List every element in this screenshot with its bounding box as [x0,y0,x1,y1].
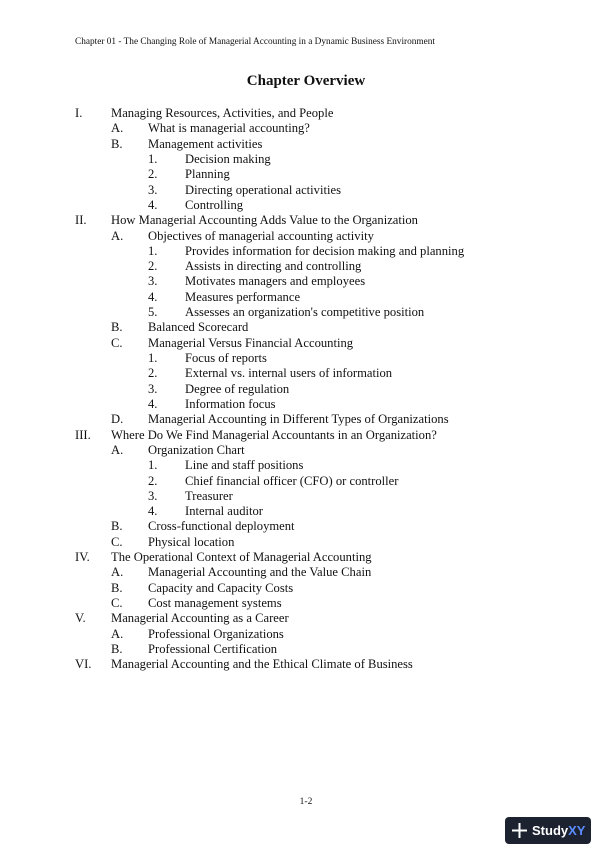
outline-item-level-2 [0,137,612,152]
outline-marker: 4. [148,197,158,212]
outline-text: How Managerial Accounting Adds Value to the Organization [111,213,418,228]
outline-item-level-2 [0,336,612,351]
outline-marker: 4. [148,504,158,519]
outline-item-level-3 [0,351,612,366]
outline-item-level-3 [0,458,612,473]
outline-marker: B. [111,641,123,656]
outline-item-level-3 [0,474,612,489]
outline-item-level-3 [0,366,612,381]
outline-marker: II. [75,213,87,228]
outline-marker: V. [75,611,86,626]
outline-text: Managerial Versus Financial Accounting [148,335,354,350]
outline-marker: III. [75,427,91,442]
outline-text: Organization Chart [148,442,245,457]
page-number: 1-2 [299,797,313,807]
outline-marker: D. [111,412,124,427]
outline-item-level-3 [0,183,612,198]
outline-text: Information focus [185,396,276,411]
outline-item-level-1 [0,106,612,121]
outline-item-level-3 [0,274,612,289]
outline-item-level-1 [0,213,612,228]
outline-text: Cross-functional deployment [148,519,295,534]
outline-item-level-3 [0,244,612,259]
outline-item-level-3 [0,305,612,320]
outline-marker: 4. [148,289,158,304]
outline-text: Line and staff positions [185,458,304,473]
outline-text: Internal auditor [185,504,263,519]
outline-item-level-3 [0,152,612,167]
outline-marker: 2. [148,366,158,381]
outline-item-level-2 [0,565,612,580]
outline-text: Measures performance [185,289,301,304]
outline-item-level-2 [0,627,612,642]
outline-text: Motivates managers and employees [185,274,366,289]
plus-icon [511,822,528,839]
outline-marker: A. [111,228,124,243]
outline-marker: A. [111,121,124,136]
outline-item-level-1 [0,550,612,565]
outline-marker: B. [111,320,123,335]
outline-text: Managerial Accounting and the Value Chain [148,565,372,580]
outline-text: Professional Organizations [148,626,284,641]
outline-marker: B. [111,519,123,534]
running-header: Chapter 01 - The Changing Role of Managerial Accounting in a Dynamic Business Environment [75,37,436,47]
outline-item-level-2 [0,519,612,534]
brand-main: Study [532,823,569,838]
outline-marker: 1. [148,351,158,365]
studyxy-wordmark [532,823,585,838]
outline-text: Balanced Scorecard [148,320,249,335]
outline-marker: 4. [148,396,158,411]
outline-item-level-3 [0,259,612,274]
outline-marker: VI. [75,657,92,672]
outline-marker: 2. [148,167,158,182]
outline-item-level-2 [0,535,612,550]
outline-marker: A. [111,565,124,580]
outline-text: Professional Certification [148,641,278,656]
outline-text: Assesses an organization's competitive position [185,305,425,320]
outline-marker: 3. [148,274,158,289]
outline-text: Managerial Accounting and the Ethical Climate of Business [111,657,413,672]
brand-accent: XY [568,823,586,838]
outline-text: Decision making [185,151,271,166]
outline-text: Management activities [148,136,263,151]
outline-item-level-3 [0,397,612,412]
outline-item-level-3 [0,290,612,305]
outline-text: Provides information for decision making and planning [185,243,465,258]
outline-marker: C. [111,335,123,350]
outline-text: Managing Resources, Activities, and People [111,106,334,120]
outline-item-level-3 [0,489,612,504]
outline-marker: 1. [148,151,158,166]
outline-item-level-1 [0,428,612,443]
outline-marker: 5. [148,305,158,320]
outline-marker: 3. [148,488,158,503]
outline-item-level-2 [0,443,612,458]
outline-item-level-2 [0,412,612,427]
outline-marker: C. [111,596,123,610]
outline-marker: B. [111,136,123,151]
outline-text: Focus of reports [185,351,267,365]
outline-marker: I. [75,106,83,120]
outline-item-level-2 [0,642,612,657]
outline-item-level-2 [0,320,612,335]
outline-text: Cost management systems [148,596,282,610]
outline-text: Degree of regulation [185,381,290,396]
outline-marker: A. [111,442,124,457]
outline-text: Physical location [148,534,235,549]
outline-marker: A. [111,626,124,641]
outline-text: Directing operational activities [185,182,341,197]
outline-text: What is managerial accounting? [148,121,310,136]
outline-item-level-1 [0,657,612,672]
outline-text: Capacity and Capacity Costs [148,580,294,595]
outline-marker: IV. [75,550,90,565]
outline-item-level-3 [0,167,612,182]
outline-item-level-3 [0,504,612,519]
outline-marker: 3. [148,381,158,396]
outline-text: Planning [185,167,230,182]
outline-text: Managerial Accounting in Different Types of Organizations [148,412,449,427]
outline-item-level-3 [0,382,612,397]
chapter-outline [0,106,612,673]
outline-text: External vs. internal users of information [185,366,393,381]
outline-marker: 1. [148,243,158,258]
outline-text: The Operational Context of Managerial Accounting [111,550,372,565]
outline-text: Managerial Accounting as a Career [111,611,289,626]
outline-item-level-2 [0,596,612,611]
outline-marker: 2. [148,259,158,274]
outline-marker: 2. [148,473,158,488]
studyxy-badge[interactable] [505,817,591,844]
outline-text: Objectives of managerial accounting activity [148,228,374,243]
outline-item-level-2 [0,581,612,596]
outline-text: Chief financial officer (CFO) or controller [185,473,399,488]
outline-text: Treasurer [185,488,233,503]
page-title: Chapter Overview [246,73,366,89]
outline-marker: 3. [148,182,158,197]
outline-item-level-3 [0,198,612,213]
outline-item-level-1 [0,611,612,626]
outline-item-level-2 [0,229,612,244]
outline-text: Controlling [185,197,244,212]
outline-marker: B. [111,580,123,595]
outline-text: Assists in directing and controlling [185,259,362,274]
outline-marker: 1. [148,458,158,473]
outline-marker: C. [111,534,123,549]
outline-item-level-2 [0,121,612,136]
outline-text: Where Do We Find Managerial Accountants in an Organization? [111,427,437,442]
